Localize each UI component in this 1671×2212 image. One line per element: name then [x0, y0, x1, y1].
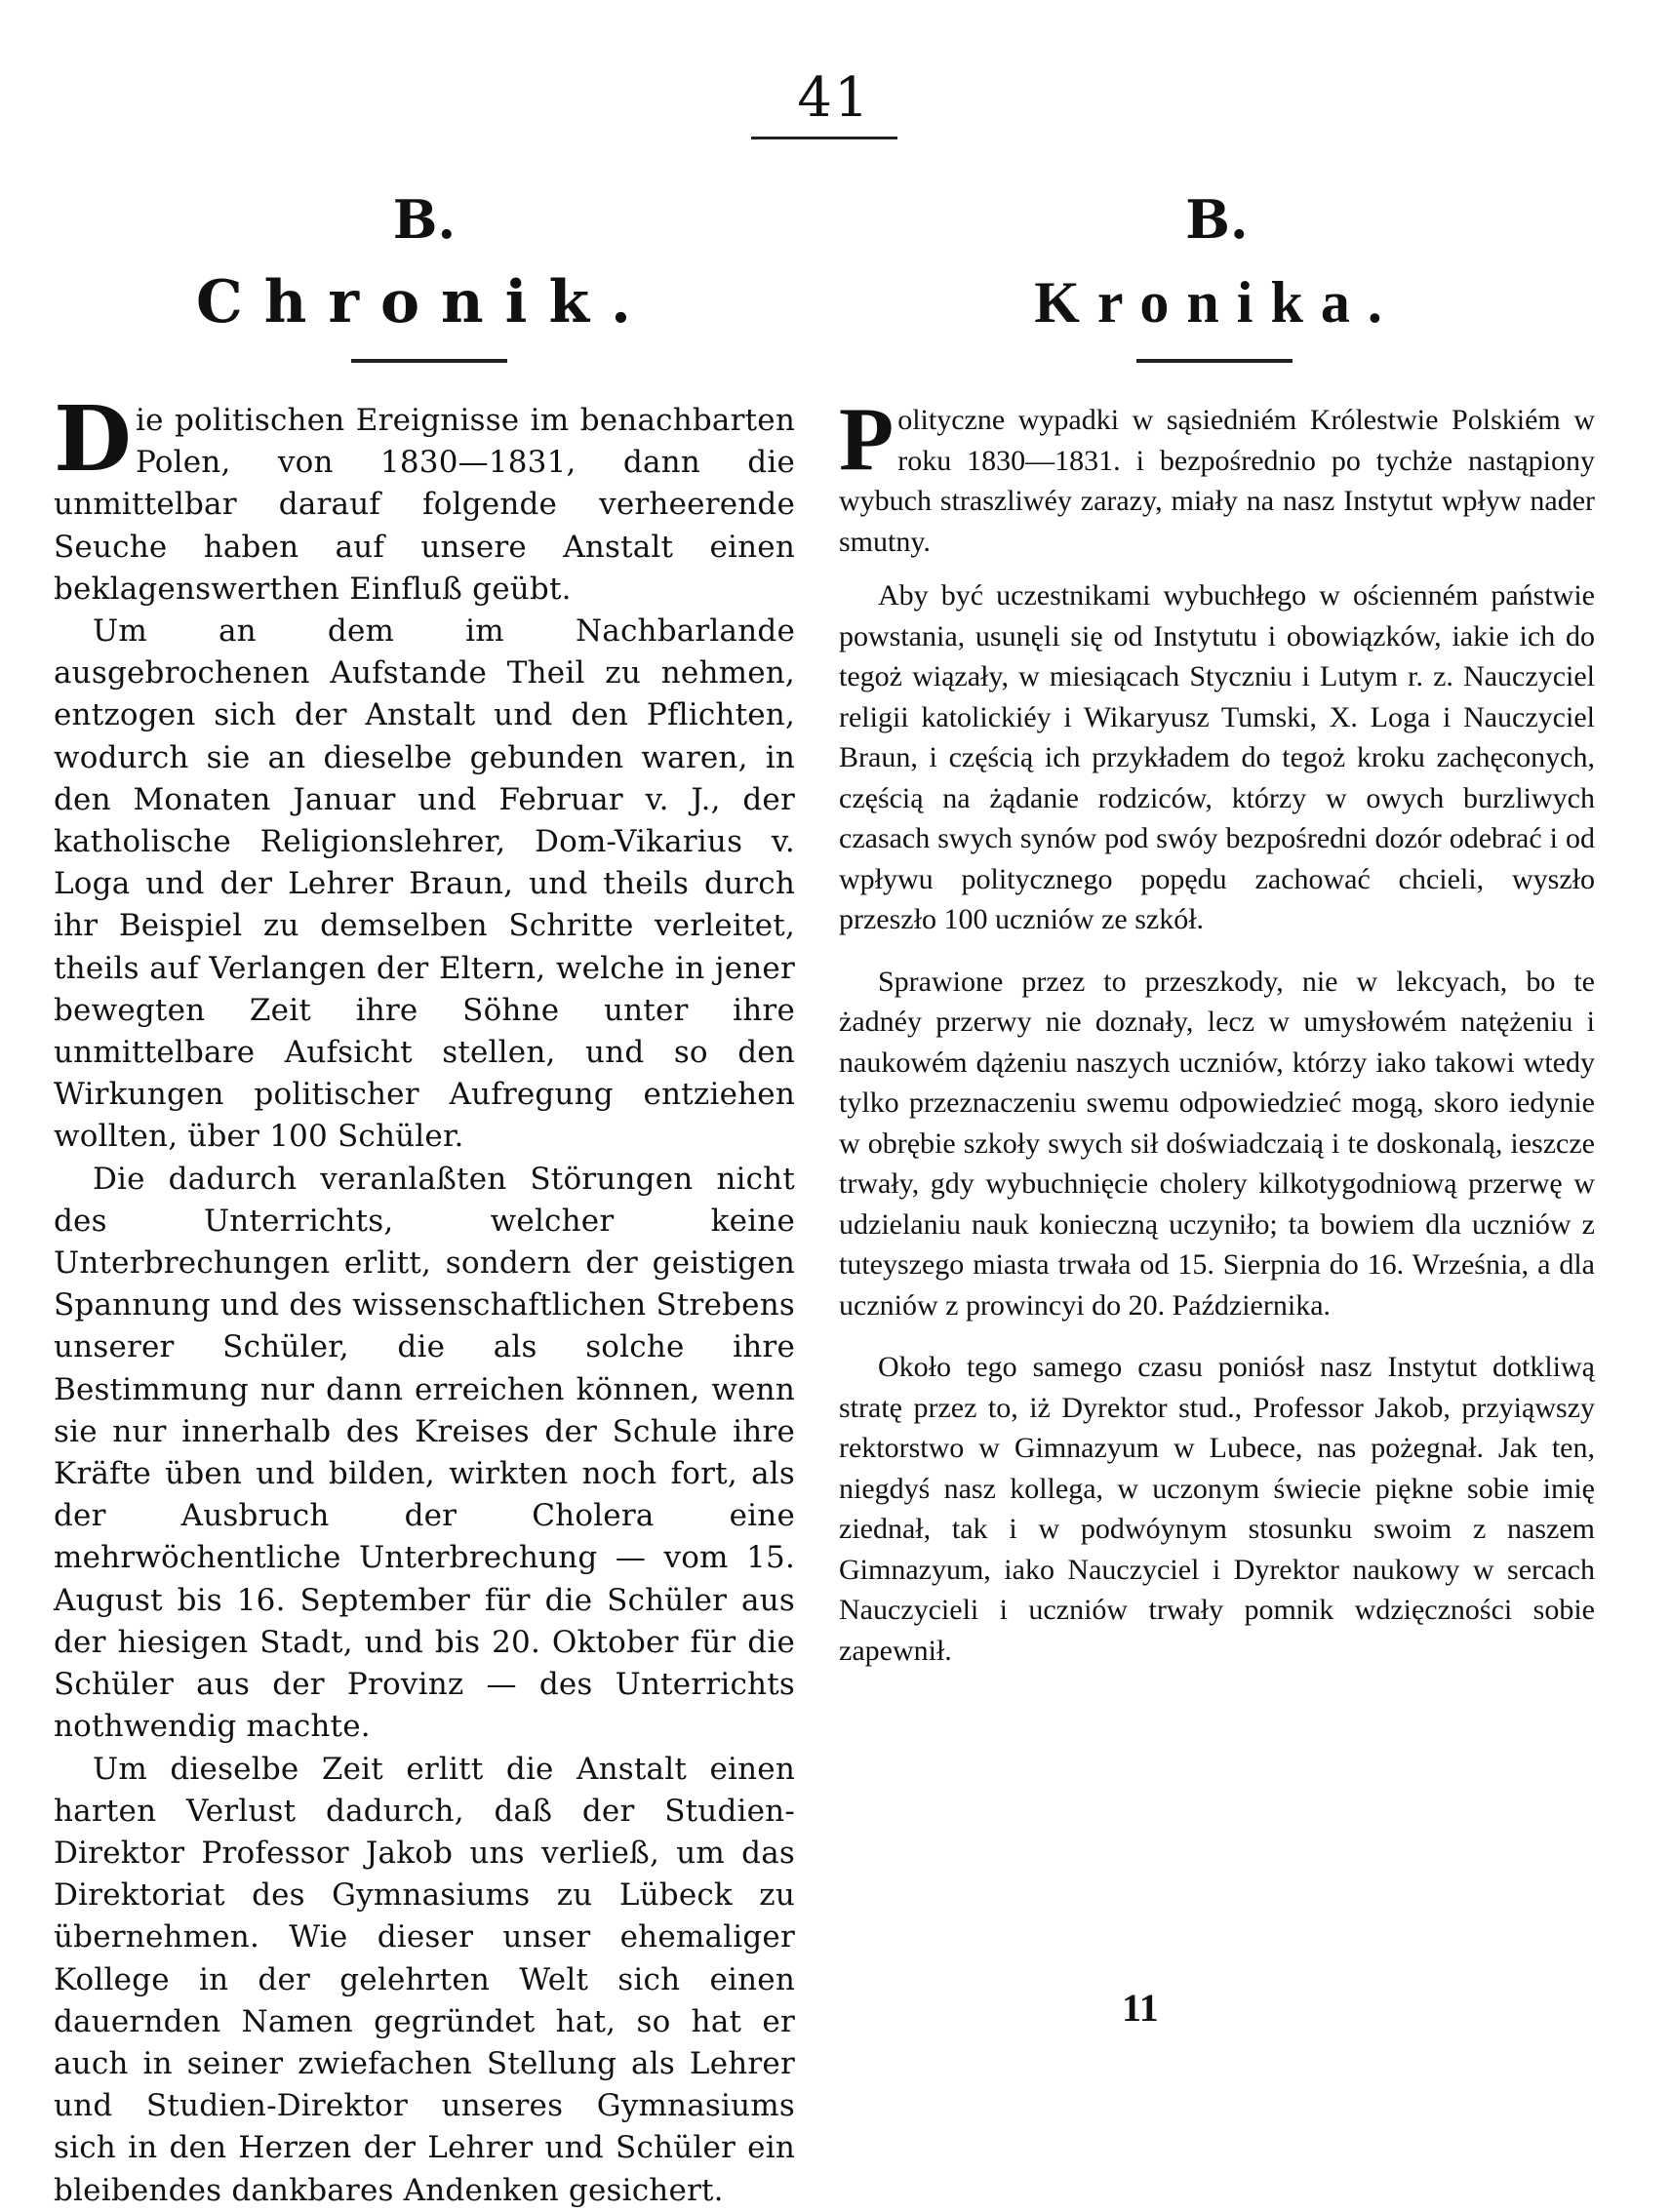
german-drop-cap: D	[54, 386, 132, 492]
printer-signature: 11	[1122, 1986, 1159, 2030]
polish-paragraph-1	[839, 389, 1595, 562]
polish-paragraph-2: Aby być uczestnikami wybuchłego w ościenném państwie powstania, usunęli się od Instytutu i obowiązków, iakie ich do tegoż wiązały, w miesiącach Styczniu i Lutym r. z. Nauczyciel religii katolickiéy i Wikaryusz Tumski, X. Loga i Nauczyciel Braun, i częścią ich przykładem do tegoż kroku zachęconych, częścią na żądanie rodziców, którzy w owych burzliwych czasach swych synów pod swóy bezpośredni dozór odebrać i od wpływu politycznego popędu zachować chcieli, wyszło przeszło 100 uczniów ze szkół.	[839, 579, 1595, 935]
german-paragraph-2: Um an dem im Nachbarlande ausgebrochenen Aufstande Theil zu nehmen, entzogen sich der Anstalt und den Pflichten, wodurch sie an dieselbe gebunden waren, in den Monaten Januar und Februar v. J., der katholische Religionslehrer, Dom-Vikarius v. Loga und der Lehrer Braun, und theils durch ihr Beispiel zu demselben Schritte verleitet, theils auf Verlangen der Eltern, welche in jener bewegten Zeit ihre Söhne unter ihre unmittelbare Aufsicht stellen, und so den Wirkungen politischer Aufregung entziehen wollten, über 100 Schüler.	[54, 613, 795, 1155]
polish-paragraph-3: Sprawione przez to przeszkody, nie w lekcyach, bo te żadnéy przerwy nie doznały, lecz w umysłowém natężeniu i naukowém dążeniu naszych uczniów, którzy iako takowi wtedy tylko przeznaczeniu swemu odpowiedzieć mogą, skoro iedynie w obrębie szkoły swych sił doświadczaią i te doskonalą, ieszcze trwały, gdy wybuchnięcie cholery kilkotygodniową przerwę w udzielaniu nauk konieczną uczyniło; ta bowiem dla uczniów z tuteyszego miasta trwała od 15. Sierpnia do 16. Września, a dla uczniów z prowincyi do 20. Października.	[839, 965, 1595, 1322]
german-section-letter: B.	[392, 188, 457, 251]
polish-paragraph-4: Około tego samego czasu poniósł nasz Instytut dotkliwą stratę przez to, iż Dyrektor stud., Professor Jakob, przyiąwszy rektorstwo w Gimnazyum w Lubece, nas pożegnał. Jak ten, niegdyś nasz kollega, w uczonym świecie piękne sobie imię ziednał, tak i w podwóynym stosunku swoim z naszem Gimnazyum, iako Nauczyciel i Dyrektor naukowy w sercach Nauczycieli i uczniów trwały pomnik wdzięczności sobie zapewnił.	[839, 1351, 1595, 1667]
german-text	[54, 386, 795, 2212]
german-paragraph-4: Um dieselbe Zeit erlitt die Anstalt einen harten Verlust dadurch, daß der Studien-Direktor Professor Jakob uns verließ, um das Direktoriat des Gymnasiums zu Lübeck zu übernehmen. Wie dieser unser ehemaliger Kollege in der gelehrten Welt sich einen dauernden Namen gegründet hat, so hat er auch in seiner zwiefachen Stellung als Lehrer und Studien-Direktor unseres Gymnasiums sich in den Herzen der Lehrer und Schüler ein bleibendes dankbares Andenken gesichert.	[54, 1751, 795, 2208]
polish-title-rule	[1136, 359, 1293, 363]
polish-section-letter: B.	[1185, 188, 1249, 251]
polish-column	[839, 185, 1595, 1692]
polish-drop-cap: P	[839, 389, 895, 489]
german-paragraph-1-text: ie politischen Ereignisse im benachbarten Polen, von 1830—1831, dann die unmittelbar darauf folgende verheerende Seuche haben auf unsere Anstalt einen beklagenswerthen Einfluß geübt.	[54, 403, 795, 607]
german-title-rule	[351, 359, 507, 363]
page-number: 41	[797, 66, 871, 130]
german-paragraph-1	[54, 386, 795, 611]
german-column	[54, 185, 795, 2212]
polish-paragraph-1-text: olityczne wypadki w sąsiedniém Królestwie Polskiém w roku 1830—1831. i bezpośrednio po tychże nastąpiony wybuch straszliwéy zarazy, miały na nasz Instytut wpływ nader smutny.	[839, 404, 1595, 558]
polish-title: Kronika.	[1034, 270, 1400, 335]
page-number-rule	[751, 137, 897, 139]
german-title: Chronik.	[196, 268, 653, 336]
polish-text	[839, 389, 1595, 1671]
german-paragraph-3: Die dadurch veranlaßten Störungen nicht des Unterrichts, welcher keine Unterbrechungen erlitt, sondern der geistigen Spannung und des wissenschaftlichen Strebens unserer Schüler, die als solche ihre Bestimmung nur dann erreichen können, wenn sie nur innerhalb des Kreises der Schule ihre Kräfte üben und bilden, wirkten noch fort, als der Ausbruch der Cholera eine mehrwöchentliche Unterbrechung — vom 15. August bis 16. September für die Schüler aus der hiesigen Stadt, und bis 20. Oktober für die Schüler aus der Provinz — des Unterrichts nothwendig machte.	[54, 1161, 795, 1745]
